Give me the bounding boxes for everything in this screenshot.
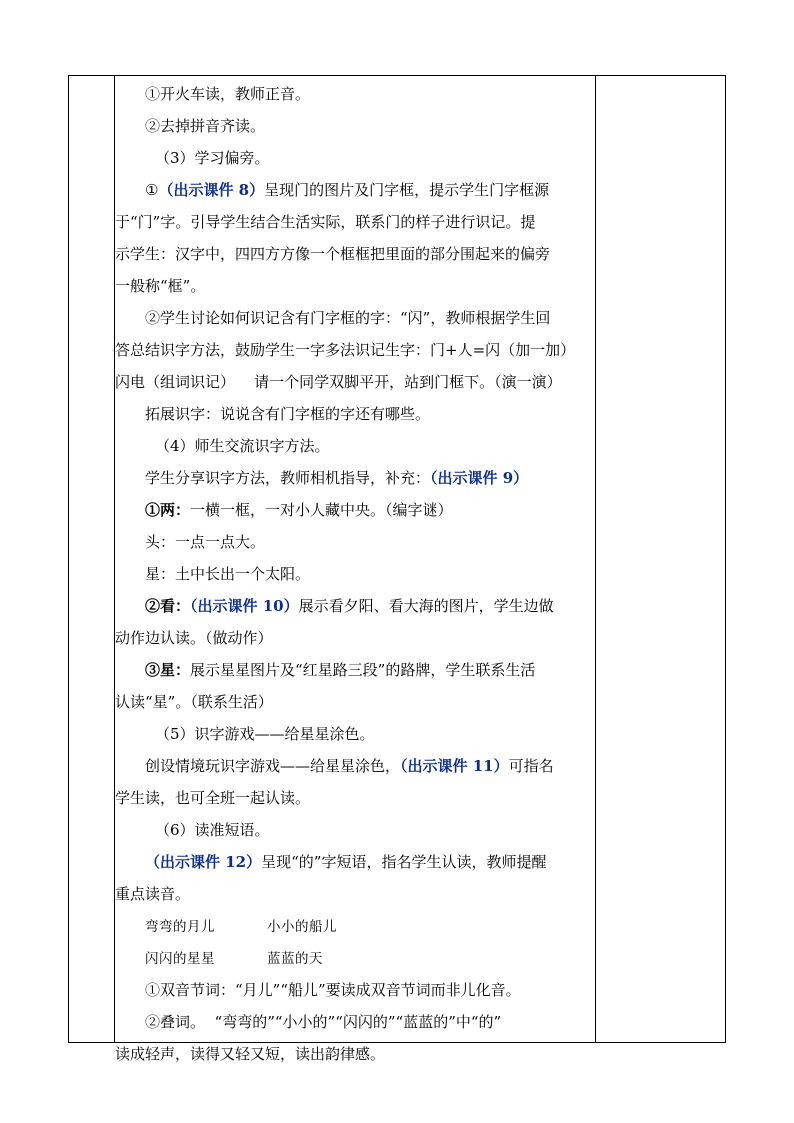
text-line: 于“门”字。引导学生结合生活实际，联系门的样子进行识记。提 [115, 213, 536, 231]
phrase: 闪闪的星星 [145, 951, 215, 967]
text-line: 示学生：汉字中，四四方方像一个框框把里面的部分围起来的偏旁 [115, 245, 551, 263]
text-line: 一般称“框”。 [115, 277, 206, 295]
text-line: ②叠词。 “弯弯的”“小小的”“闪闪的”“蓝蓝的”中“的” [145, 1013, 502, 1031]
text-line: ②去掉拼音齐读。 [145, 117, 266, 135]
courseware-ref: （出示课件 10） [190, 597, 299, 615]
text-line: 星：土中长出一个太阳。 [145, 565, 311, 583]
section-heading: （5）识字游戏——给星星涂色。 [155, 725, 375, 743]
key-char: ①两： [145, 501, 191, 519]
text-line [145, 852, 546, 872]
text-line: ②学生讨论如何识记含有门字框的字：“闪”，教师根据学生回 [145, 309, 551, 327]
text-line [145, 468, 528, 488]
section-heading: （6）读准短语。 [155, 821, 270, 839]
phrase: 小小的船儿 [267, 919, 337, 935]
text-fragment: 展示看夕阳、看大海的图片，学生边做 [298, 597, 554, 615]
text-line: 读成轻声，读得又轻又短，读出韵律感。 [115, 1045, 386, 1063]
phrase-row [145, 949, 323, 969]
column-divider-right [595, 76, 596, 1042]
key-char: ③星： [145, 661, 191, 679]
text-fragment: ① [145, 181, 159, 199]
phrase-row [145, 917, 337, 937]
text-line: 学生读，也可全班一起认读。 [115, 789, 311, 807]
text-line: ①双音节词：“月儿”“船儿”要读成双音节词而非儿化音。 [145, 981, 521, 999]
text-fragment: 学生分享识字方法，教师相机指导，补充： [145, 469, 431, 487]
courseware-ref: （出示课件 11） [400, 757, 509, 775]
text-fragment: 可指名 [508, 757, 554, 775]
text-line: 动作边认读。（做动作） [115, 629, 273, 647]
courseware-ref: （出示课件 8） [158, 181, 265, 199]
text-line: 头：一点一点大。 [145, 533, 266, 551]
text-line [145, 180, 549, 200]
text-fragment: 呈现“的”字短语，指名学生认读，教师提醒 [261, 853, 547, 871]
text-fragment: 创设情境玩识字游戏——给星星涂色， [145, 757, 401, 775]
courseware-ref: （出示课件 12） [145, 853, 262, 871]
text-line: 认读“星”。（联系生活） [115, 693, 273, 711]
text-line: 答总结识字方法，鼓励学生一字多法识记生字：门+人=闪（加一加） [115, 341, 576, 359]
key-char: ②看： [145, 597, 191, 615]
text-line: 闪电（组词识记） 请一个同学双脚平开，站到门框下。（演一演） [115, 373, 562, 391]
text-line: 拓展识字：说说含有门字框的字还有哪些。 [145, 405, 431, 423]
courseware-ref: （出示课件 9） [430, 469, 529, 487]
text-line [145, 500, 453, 520]
text-line [145, 756, 554, 776]
phrase: 弯弯的月儿 [145, 919, 215, 935]
phrase: 蓝蓝的天 [267, 951, 323, 967]
text-line [145, 660, 535, 680]
text-line: 重点读音。 [115, 885, 191, 903]
text-fragment: 一横一框，一对小人藏中央。（编字谜） [190, 501, 453, 519]
text-fragment: 展示星星图片及“红星路三段”的路牌，学生联系生活 [190, 661, 536, 679]
section-heading: （4）师生交流识字方法。 [155, 437, 330, 455]
text-fragment: 呈现门的图片及门字框，提示学生门字框源 [264, 181, 550, 199]
section-heading: （3）学习偏旁。 [155, 149, 270, 167]
text-line: ①开火车读，教师正音。 [145, 85, 311, 103]
text-line [145, 596, 554, 616]
